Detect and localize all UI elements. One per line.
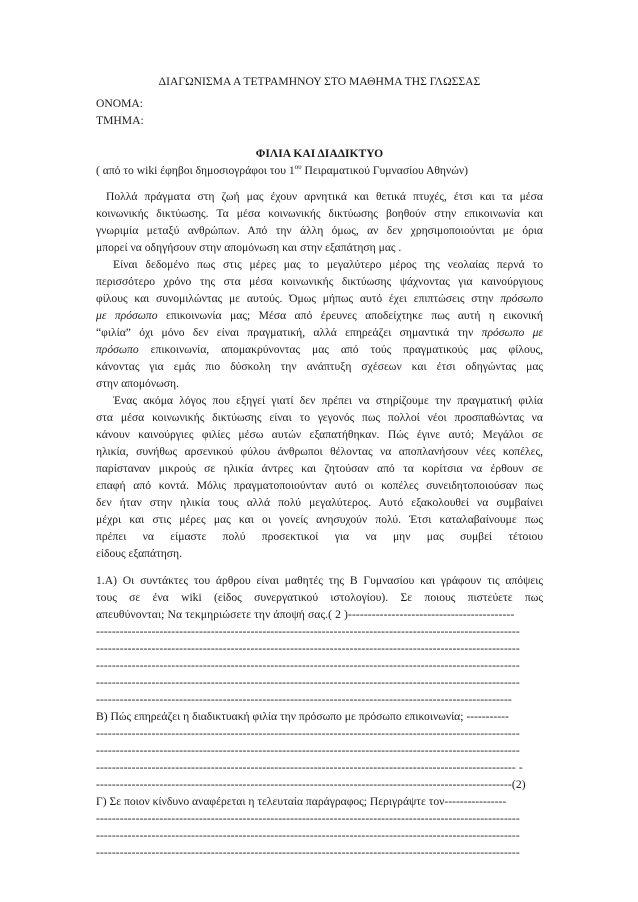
italic-phrase: πρόσωπο <box>96 343 139 356</box>
article-line: είδους εξαπάτηση. <box>96 547 183 560</box>
article-line: κάνουν καινούργιες φιλίες μέσω αυτών εξαπατήθηκαν. Πώς έγινε αυτό; Μεγάλοι σε <box>96 428 543 441</box>
article-line: παρίσταναν μικρούς σε ηλικία άντρες και ζητούσαν από τα κορίτσια να έρθουν σε <box>96 462 543 475</box>
answer-line[interactable]: ----------------------------------------------------------------------------------------------------------- <box>96 625 520 638</box>
name-label: ΟΝΟΜΑ: <box>96 97 144 110</box>
answer-line-score[interactable]: ---------------------------------------------------------------------------------------------------------(2) <box>96 778 526 791</box>
answer-line[interactable]: ---------------------------------------------------------------------------------------------------------- - <box>96 761 523 774</box>
source-text-a: ( από το wiki έφηβοι δημοσιογράφοι του 1 <box>96 164 295 177</box>
article-source <box>96 163 543 179</box>
article-line: Ένας ακόμα λόγος που εξηγεί γιατί δεν πρέπει να στηρίζουμε την πραγματική φιλία <box>113 394 543 407</box>
article-line: κοινωνικής δικτύωσης. Τα μέσα κοινωνικής δικτύωσης βοηθούν στην επικοινωνία και <box>96 207 543 220</box>
article-line: επαφή από κοντά. Μόλις πραγματοποιούνταν αυτό οι κοπέλες συνειδητοποιούσαν πως <box>96 479 543 492</box>
article-line: δεν ήταν στην ηλικία τους αλλά πολύ μεγαλύτερος. Αυτό εξακολουθεί να συμβαίνει <box>96 496 543 509</box>
article-line: Είναι δεδομένο πως στις μέρες μας το μεγαλύτερο μέρος της νεολαίας περνά το <box>113 258 543 271</box>
answer-line[interactable]: ----------------------------------------------------------------------------------------------------------- <box>96 829 520 842</box>
article-line: μπορεί να οδηγήσουν στην απομόνωση και στην εξαπάτηση μας . <box>96 241 402 254</box>
article-line: στα μέσα κοινωνικής δικτύωσης είναι το γεγονός πως πολλοί νέοι προσπαθώντας να <box>96 411 543 424</box>
source-text-b: Πειραματικού Γυμνασίου Αθηνών) <box>301 164 468 177</box>
answer-line[interactable]: ----------------------------------------------------------------------------------------------------------- <box>96 812 520 825</box>
article-line: πρόσωπο επικοινωνία, απομακρύνοντας μας από τούς πραγματικούς μας φίλους, <box>96 343 543 356</box>
article-line: πρέπει να είμαστε πολύ προσεκτικοί για να μην μας συμβεί τέτοιου <box>96 530 543 543</box>
answer-line[interactable]: ----------------------------------------------------------------------------------------------------------- <box>96 846 520 859</box>
article-line: με πρόσωπο επικοινωνία μας; Μέσα από έρευνες αποδείχτηκε πως αυτή η εικονική <box>96 309 543 322</box>
article-line: γνωριμία μεταξύ ανθρώπων. Από την άλλη όμως, αν δεν χρησιμοποιούνται με όρια <box>96 224 543 237</box>
answer-line[interactable]: ----------------------------------------------------------------------------------------------------------- <box>96 676 520 689</box>
article-title: ΦΙΛΙΑ ΚΑΙ ΔΙΑΔΙΚΤΥΟ <box>255 147 384 160</box>
class-label: ΤΜΗΜΑ: <box>96 114 144 127</box>
question-1a-cont: τους σε ένα wiki (είδος συνεργατικού ιστολογίου). Σε ποιους πιστεύετε πως <box>96 591 543 604</box>
answer-line[interactable]: ----------------------------------------------------------------------------------------------------------- <box>96 642 520 655</box>
article-line: ηλικία, συνήθως αρσενικού φύλου άνθρωποι θέλοντας να αποπλανήσουν νέες κοπέλες, <box>96 445 543 458</box>
question-c: Γ) Σε ποιον κίνδυνο αναφέρεται η τελευταία παράγραφος; Περιγράψτε τον---------------- <box>96 795 507 808</box>
article-line: “φιλία” όχι μόνο δεν είναι πραγματική, αλλά επηρεάζει σημαντικά την πρόσωπο με <box>96 326 543 339</box>
answer-line[interactable]: ----------------------------------------------------------------------------------------------------------- <box>96 659 520 672</box>
article-line: περισσότερο χρόνο της στα μέσα κοινωνικής δικτύωσης ψάχνοντας για καινούργιους <box>96 275 543 288</box>
question-1a: 1.Α) Οι συντάκτες του άρθρου είναι μαθητές της Β Γυμνασίου και γράφουν τις απόψεις <box>96 574 543 587</box>
italic-phrase: πρόσωπο με <box>481 326 543 339</box>
article-line: κάνοντας για εμάς πιο δύσκολη την ανάπτυξη σχέσεων και έτσι οδηγώντας μας <box>96 360 543 373</box>
article-line: Πολλά πράγματα στη ζωή μας έχουν αρνητικά και θετικά πτυχές, έτσι και τα μέσα <box>106 190 543 203</box>
italic-phrase: με πρόσωπο <box>96 309 158 322</box>
answer-line[interactable]: ----------------------------------------------------------------------------------------------------------- <box>96 727 520 740</box>
question-b: Β) Πώς επηρεάζει η διαδικτυακή φιλία την πρόσωπο με πρόσωπο επικοινωνία; ----------- <box>96 710 509 723</box>
article-line: φίλους και συνομιλώντας με αυτούς. Όμως μήπως αυτό έχει επιπτώσεις στην πρόσωπο <box>96 292 543 305</box>
article-line: μέχρι και στις μέρες μας και οι γονείς ανησυχούν πολύ. Έτσι καταλαβαίνουμε πως <box>96 513 543 526</box>
exam-title: ΔΙΑΓΩΝΙΣΜΑ Α ΤΕΤΡΑΜΗΝΟΥ ΣΤΟ ΜΑΘΗΜΑ ΤΗΣ ΓΛΩΣΣΑΣ <box>158 75 481 88</box>
answer-line[interactable]: ----------------------------------------------------------------------------------------------------------- <box>96 744 520 757</box>
article-line: στην απομόνωση. <box>96 377 179 390</box>
answer-line[interactable]: --------------------------------------------------------------------------------------------------------- <box>96 693 512 706</box>
source-superscript: ου <box>294 163 302 171</box>
question-1a-cont: απευθύνονται; Να τεκμηριώσετε την άποψή σας.( 2 )------------------------------------------ <box>96 608 515 621</box>
italic-phrase: πρόσωπο <box>500 292 543 305</box>
